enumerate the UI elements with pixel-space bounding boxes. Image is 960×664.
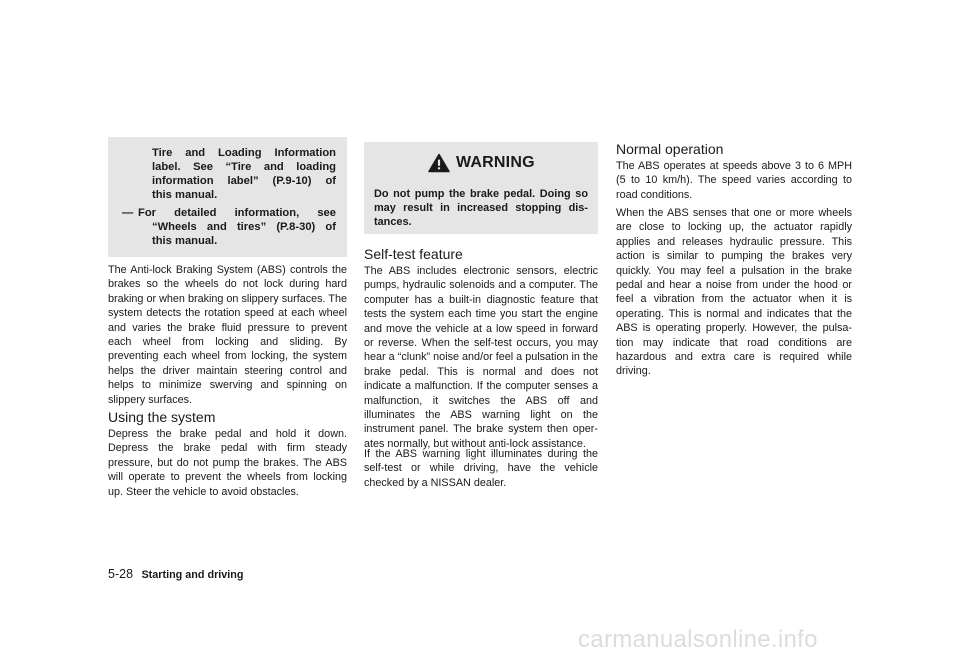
caution-line: label. See “Tire and loading xyxy=(152,161,336,173)
caution-line: For detailed information, see xyxy=(138,207,336,219)
normal-operation-paragraph: The ABS operates at speeds above 3 to 6 MPH (5 to 10 km/h). The speed varies according to road conditions. xyxy=(616,160,852,201)
warning-title: WARNING xyxy=(456,154,535,171)
warning-triangle-icon xyxy=(428,153,450,173)
normal-operation-heading: Normal operation xyxy=(616,141,724,157)
using-system-heading: Using the system xyxy=(108,409,216,425)
warning-box xyxy=(364,142,598,234)
caution-line: Tire and Loading Information xyxy=(152,147,336,159)
list-dash: — xyxy=(122,207,134,219)
normal-operation-paragraph: When the ABS senses that one or more wheels are close to locking up, the actuator rapidly applies and releases hydraulic pressure. This action is similar to pumping the brakes very quickly. You may feel a pulsation in the brake pedal and hear a noise from under the hood or feel a vibration from the actuator when it is operating. This is normal and indicates that the ABS is operating properly. However, the pulsa- tion may indicate that road conditions are hazardous and extra care is required while driving. xyxy=(616,207,852,378)
caution-line: this manual. xyxy=(152,235,218,247)
caution-box xyxy=(108,137,347,257)
caution-line: “Wheels and tires” (P.8-30) of xyxy=(152,221,336,233)
page-number: 5-28 xyxy=(108,567,134,581)
warning-text: Do not pump the brake pedal. Doing so may result in increased stopping dis- tances. xyxy=(374,188,588,228)
caution-line: this manual. xyxy=(152,189,218,201)
using-system-paragraph: Depress the brake pedal and hold it down. Depress the brake pedal with firm steady pressure, but do not pump the brakes. The ABS will operate to prevent the wheels from locking up. Steer the vehicle to avoid obstacles. xyxy=(108,428,347,498)
watermark: carmanualsonline.info xyxy=(578,626,818,653)
self-test-paragraph: The ABS includes electronic sensors, electric pumps, hydraulic solenoids and a computer. The computer has a built-in diagnostic feature that tests the system each time you start the engine and move the vehicle at a low speed in forward or reverse. When the self-test occurs, you may hear a “clunk” noise and/or feel a pulsation in the brake pedal. This is normal and does not indicate a malfunction. If the computer senses a malfunction, it switches the ABS off and illuminates the ABS warning light on the instrument panel. The brake system then oper- ates normally, but without anti-lock assistance. xyxy=(364,265,598,450)
self-test-paragraph: If the ABS warning light illuminates during the self-test or while driving, have the vehicle checked by a NISSAN dealer. xyxy=(364,448,598,489)
footer-section-title: Starting and driving xyxy=(141,569,244,581)
warning-header xyxy=(364,152,598,174)
abs-intro-paragraph: The Anti-lock Braking System (ABS) controls the brakes so the wheels do not lock during hard braking or when braking on slippery surfaces. The system detects the rotation speed at each wheel and varies the brake fluid pressure to prevent each wheel from locking and sliding. By preventing each wheel from locking, the system helps the driver maintain steering control and helps to minimize swerving and spinning on slippery surfaces. xyxy=(108,264,347,406)
caution-line: information label” (P.9-10) of xyxy=(152,175,336,187)
page-footer xyxy=(108,565,243,583)
self-test-heading: Self-test feature xyxy=(364,246,463,262)
